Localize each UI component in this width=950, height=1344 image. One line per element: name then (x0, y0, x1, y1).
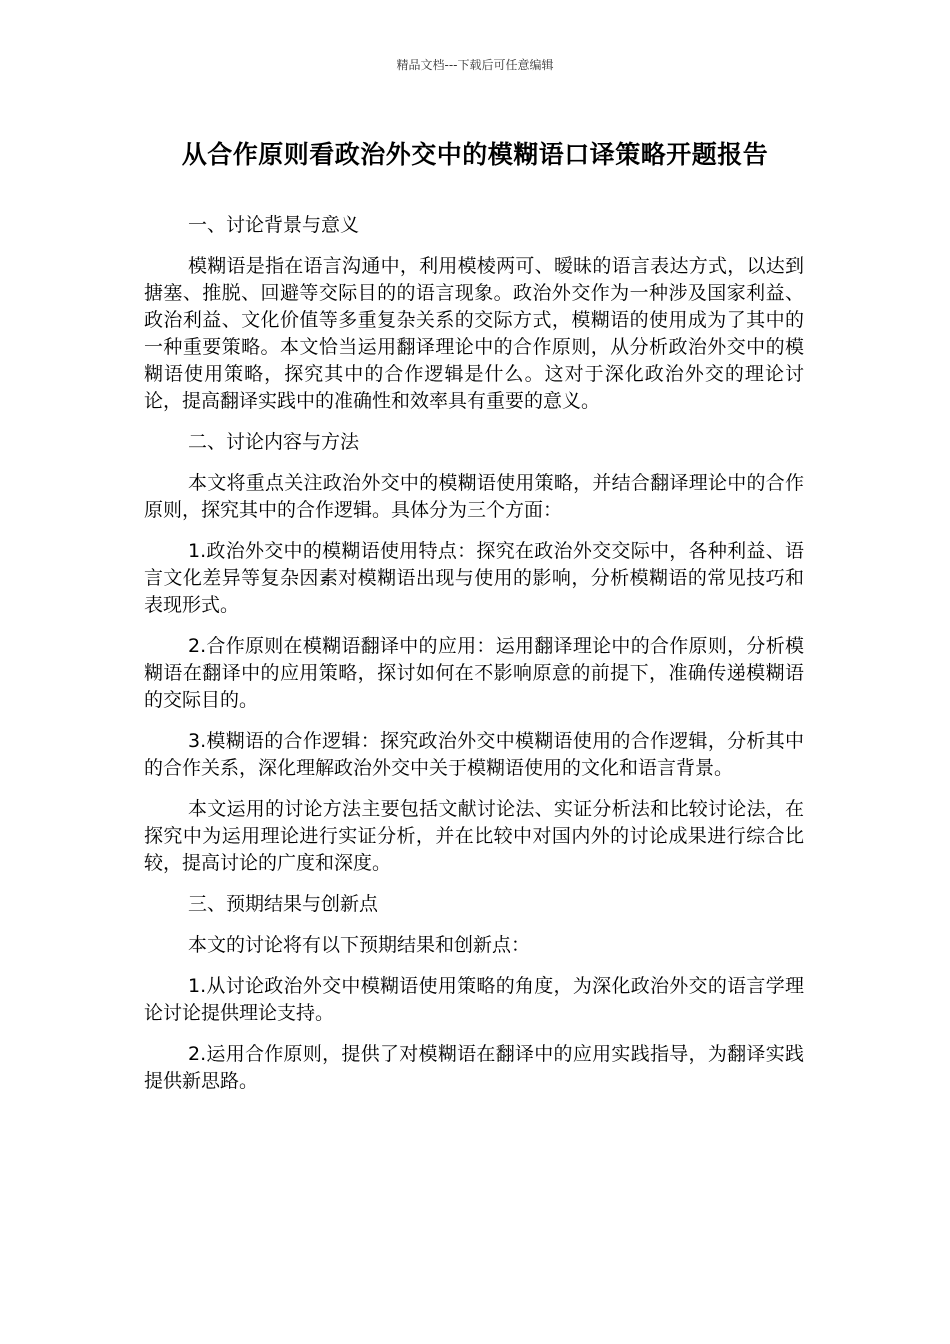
section-heading-content-method: 二、讨论内容与方法 (188, 431, 360, 453)
document-body (144, 212, 804, 1109)
paragraph-background: 模糊语是指在语言沟通中，利用模棱两可、暧昧的语言表达方式，以达到搪塞、推脱、回避等交际目的的语言现象。政治外交作为一种涉及国家利益、政治利益、文化价值等多重复杂关系的交际方式，模糊语的使用成为了其中的一种重要策略。本文恰当运用翻译理论中的合作原则，从分析政治外交中的模糊语使用策略，探究其中的合作逻辑是什么。这对于深化政治外交的理论讨论，提高翻译实践中的准确性和效率具有重要的意义。 (144, 255, 804, 412)
list-item-content-2: 2.合作原则在模糊语翻译中的应用：运用翻译理论中的合作原则，分析模糊语在翻译中的应用策略，探讨如何在不影响原意的前提下，准确传递模糊语的交际目的。 (144, 635, 804, 711)
paragraph-expected-intro: 本文的讨论将有以下预期结果和创新点： (188, 934, 531, 956)
document-title: 从合作原则看政治外交中的模糊语口译策略开题报告 (181, 140, 769, 169)
header-note: 精品文档---下载后可任意编辑 (396, 58, 554, 72)
list-item-content-1: 1.政治外交中的模糊语使用特点：探究在政治外交交际中，各种利益、语言文化差异等复杂因素对模糊语出现与使用的影响，分析模糊语的常见技巧和表现形式。 (144, 540, 804, 616)
list-item-expected-2: 2.运用合作原则，提供了对模糊语在翻译中的应用实践指导，为翻译实践提供新思路。 (144, 1043, 804, 1092)
section-heading-background: 一、讨论背景与意义 (188, 214, 360, 236)
list-item-content-3: 3.模糊语的合作逻辑：探究政治外交中模糊语使用的合作逻辑，分析其中的合作关系，深化理解政治外交中关于模糊语使用的文化和语言背景。 (144, 730, 804, 779)
paragraph-method: 本文运用的讨论方法主要包括文献讨论法、实证分析法和比较讨论法，在探究中为运用理论进行实证分析，并在比较中对国内外的讨论成果进行综合比较，提高讨论的广度和深度。 (144, 798, 804, 874)
list-item-expected-1: 1.从讨论政治外交中模糊语使用策略的角度，为深化政治外交的语言学理论讨论提供理论支持。 (144, 975, 804, 1024)
section-heading-expected-results: 三、预期结果与创新点 (188, 893, 379, 915)
paragraph-content-intro: 本文将重点关注政治外交中的模糊语使用策略，并结合翻译理论中的合作原则，探究其中的合作逻辑。具体分为三个方面： (144, 472, 804, 521)
